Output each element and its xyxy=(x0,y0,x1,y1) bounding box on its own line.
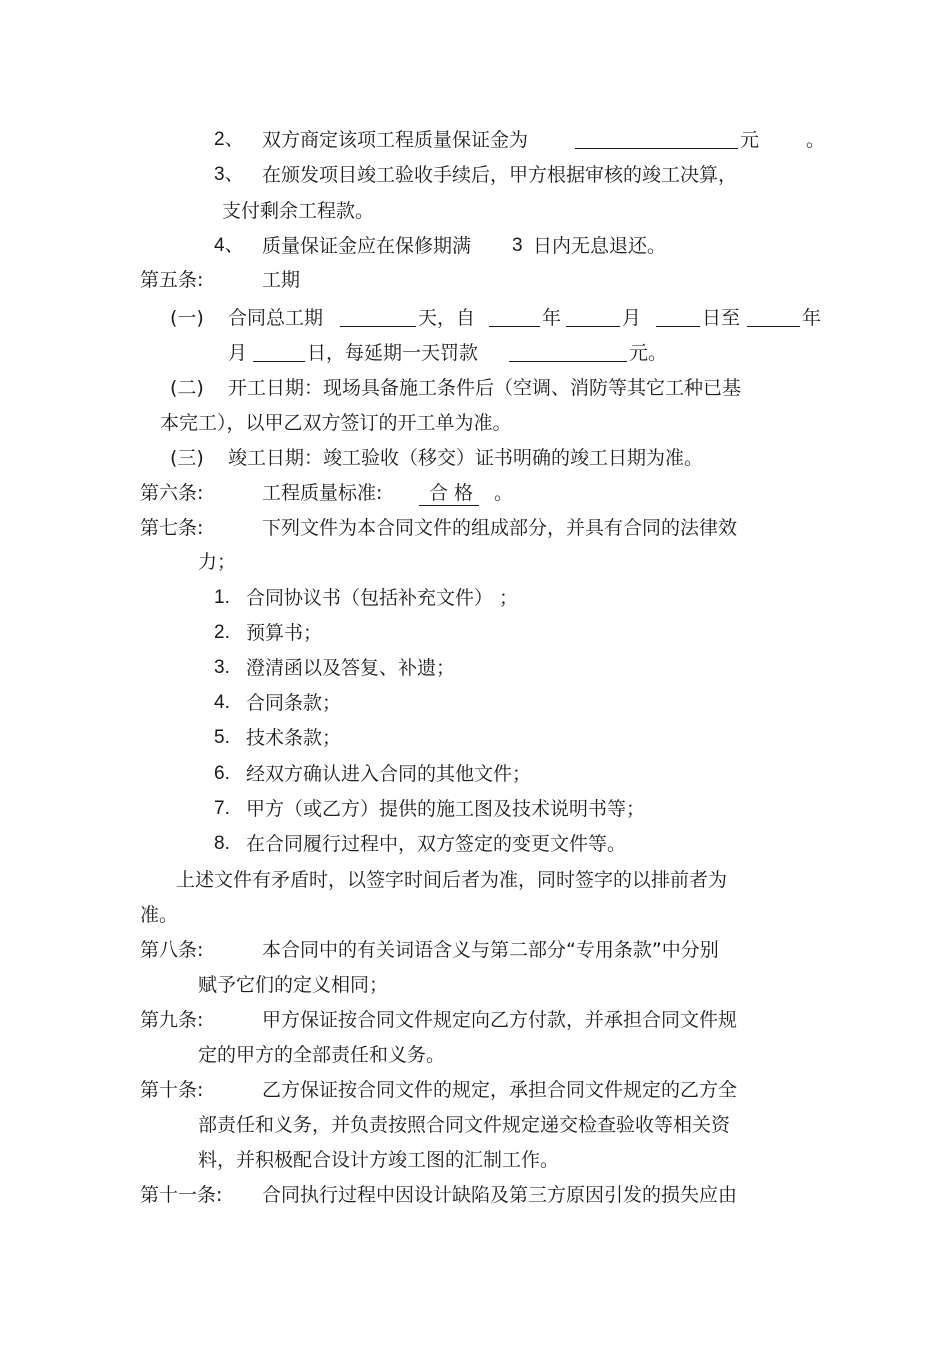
start-date-cont: 本完工），以甲乙双方签订的开工单为准。 xyxy=(160,412,512,434)
list-item-number: 4. xyxy=(214,692,230,713)
yuan-unit: 元 xyxy=(740,129,760,151)
period-mark: 。 xyxy=(806,129,826,151)
month-text-2: 月 xyxy=(228,342,248,364)
article-7-cont: 力； xyxy=(198,551,237,573)
period-mark-2: 。 xyxy=(494,482,514,504)
list-item: 经双方确认进入合同的其他文件； xyxy=(246,763,532,785)
article-11-text: 合同执行过程中因设计缺陷及第三方原因引发的损失应由 xyxy=(262,1184,738,1206)
item-3-number: 3、 xyxy=(214,164,244,185)
article-10-cont-2: 料，并积极配合设计方竣工图的汇制工作。 xyxy=(198,1149,560,1171)
end-month-blank[interactable] xyxy=(253,341,305,362)
article-10-label: 第十条: xyxy=(140,1079,204,1101)
final-settlement-text: 在颁发项目竣工验收手续后，甲方根据审核的竣工决算， xyxy=(262,164,738,186)
article-5-label: 第五条: xyxy=(140,269,204,291)
article-8-label: 第八条: xyxy=(140,939,204,961)
article-7-text: 下列文件为本合同文件的组成部分，并具有合同的法律效 xyxy=(262,517,738,539)
list-item: 技术条款； xyxy=(246,727,342,749)
day-to-text: 日至 xyxy=(702,307,741,329)
list-item: 甲方（或乙方）提供的施工图及技术说明书等； xyxy=(246,798,646,820)
conflict-rule-text: 上述文件有矛盾时，以签字时间后者为准，同时签字的以排前者为 xyxy=(176,869,728,891)
quality-standard-value: 合 格 xyxy=(419,481,479,506)
clause-2-mark: (二) xyxy=(170,377,204,399)
start-month-blank[interactable] xyxy=(566,306,620,327)
article-11-label: 第十一条: xyxy=(140,1184,223,1206)
list-item-number: 7. xyxy=(214,798,230,819)
start-year-blank[interactable] xyxy=(489,306,540,327)
list-item-number: 1. xyxy=(214,587,230,608)
article-7-label: 第七条: xyxy=(140,517,204,539)
quality-standard-label: 工程质量标准: xyxy=(262,482,383,504)
clause-3-mark: (三) xyxy=(170,447,204,469)
quality-deposit-text: 双方商定该项工程质量保证金为 xyxy=(262,129,529,151)
list-item-number: 6. xyxy=(214,763,230,784)
penalty-amount-blank[interactable] xyxy=(509,341,627,362)
deposit-amount-blank[interactable] xyxy=(575,128,738,149)
month-text: 月 xyxy=(622,307,642,329)
start-date-text: 开工日期：现场具备施工条件后（空调、消防等其它工种已基 xyxy=(228,377,742,399)
deposit-return-text: 质量保证金应在保修期满 xyxy=(262,235,472,257)
article-10-text: 乙方保证按合同文件的规定，承担合同文件规定的乙方全 xyxy=(262,1079,738,1101)
article-9-cont: 定的甲方的全部责任和义务。 xyxy=(198,1044,446,1066)
article-5-title: 工期 xyxy=(262,269,301,291)
list-item: 合同协议书（包括补充文件） ； xyxy=(246,587,519,609)
list-item-number: 5. xyxy=(214,727,230,748)
list-item-number: 3. xyxy=(214,657,230,678)
yuan-text: 元。 xyxy=(629,342,668,364)
list-item: 预算书； xyxy=(246,622,323,644)
clause-1-mark: (一) xyxy=(170,307,204,329)
end-year-blank[interactable] xyxy=(747,306,800,327)
list-item: 合同条款； xyxy=(246,692,342,714)
penalty-text: 日，每延期一天罚款 xyxy=(307,342,479,364)
year-text-2: 年 xyxy=(802,307,822,329)
list-item-number: 8. xyxy=(214,833,230,854)
item-4-number: 4、 xyxy=(214,235,244,256)
start-day-blank[interactable] xyxy=(656,306,700,327)
year-text: 年 xyxy=(542,307,562,329)
list-item: 澄清函以及答复、补遗； xyxy=(246,657,456,679)
article-9-text: 甲方保证按合同文件规定向乙方付款，并承担合同文件规 xyxy=(262,1009,738,1031)
total-days-blank[interactable] xyxy=(340,306,416,327)
return-days: 3 xyxy=(512,235,523,256)
total-period-label: 合同总工期 xyxy=(228,307,324,329)
list-item-number: 2. xyxy=(214,622,230,643)
article-10-cont-1: 部责任和义务，并负责按照合同文件规定递交检查验收等相关资 xyxy=(198,1114,731,1136)
item-2-number: 2、 xyxy=(214,129,244,150)
article-9-label: 第九条: xyxy=(140,1009,204,1031)
conflict-rule-cont: 准。 xyxy=(140,904,179,926)
article-8-text: 本合同中的有关词语含义与第二部分“专用条款”中分别 xyxy=(262,939,719,961)
article-8-cont: 赋予它们的定义相同； xyxy=(198,974,389,996)
deposit-return-text-2: 日内无息退还。 xyxy=(533,235,667,257)
final-settlement-cont: 支付剩余工程款。 xyxy=(222,200,375,222)
article-6-label: 第六条: xyxy=(140,482,204,504)
completion-date-text: 竣工日期：竣工验收（移交）证书明确的竣工日期为准。 xyxy=(228,447,704,469)
days-from-text: 天，自 xyxy=(418,307,476,329)
list-item: 在合同履行过程中，双方签定的变更文件等。 xyxy=(246,833,627,855)
